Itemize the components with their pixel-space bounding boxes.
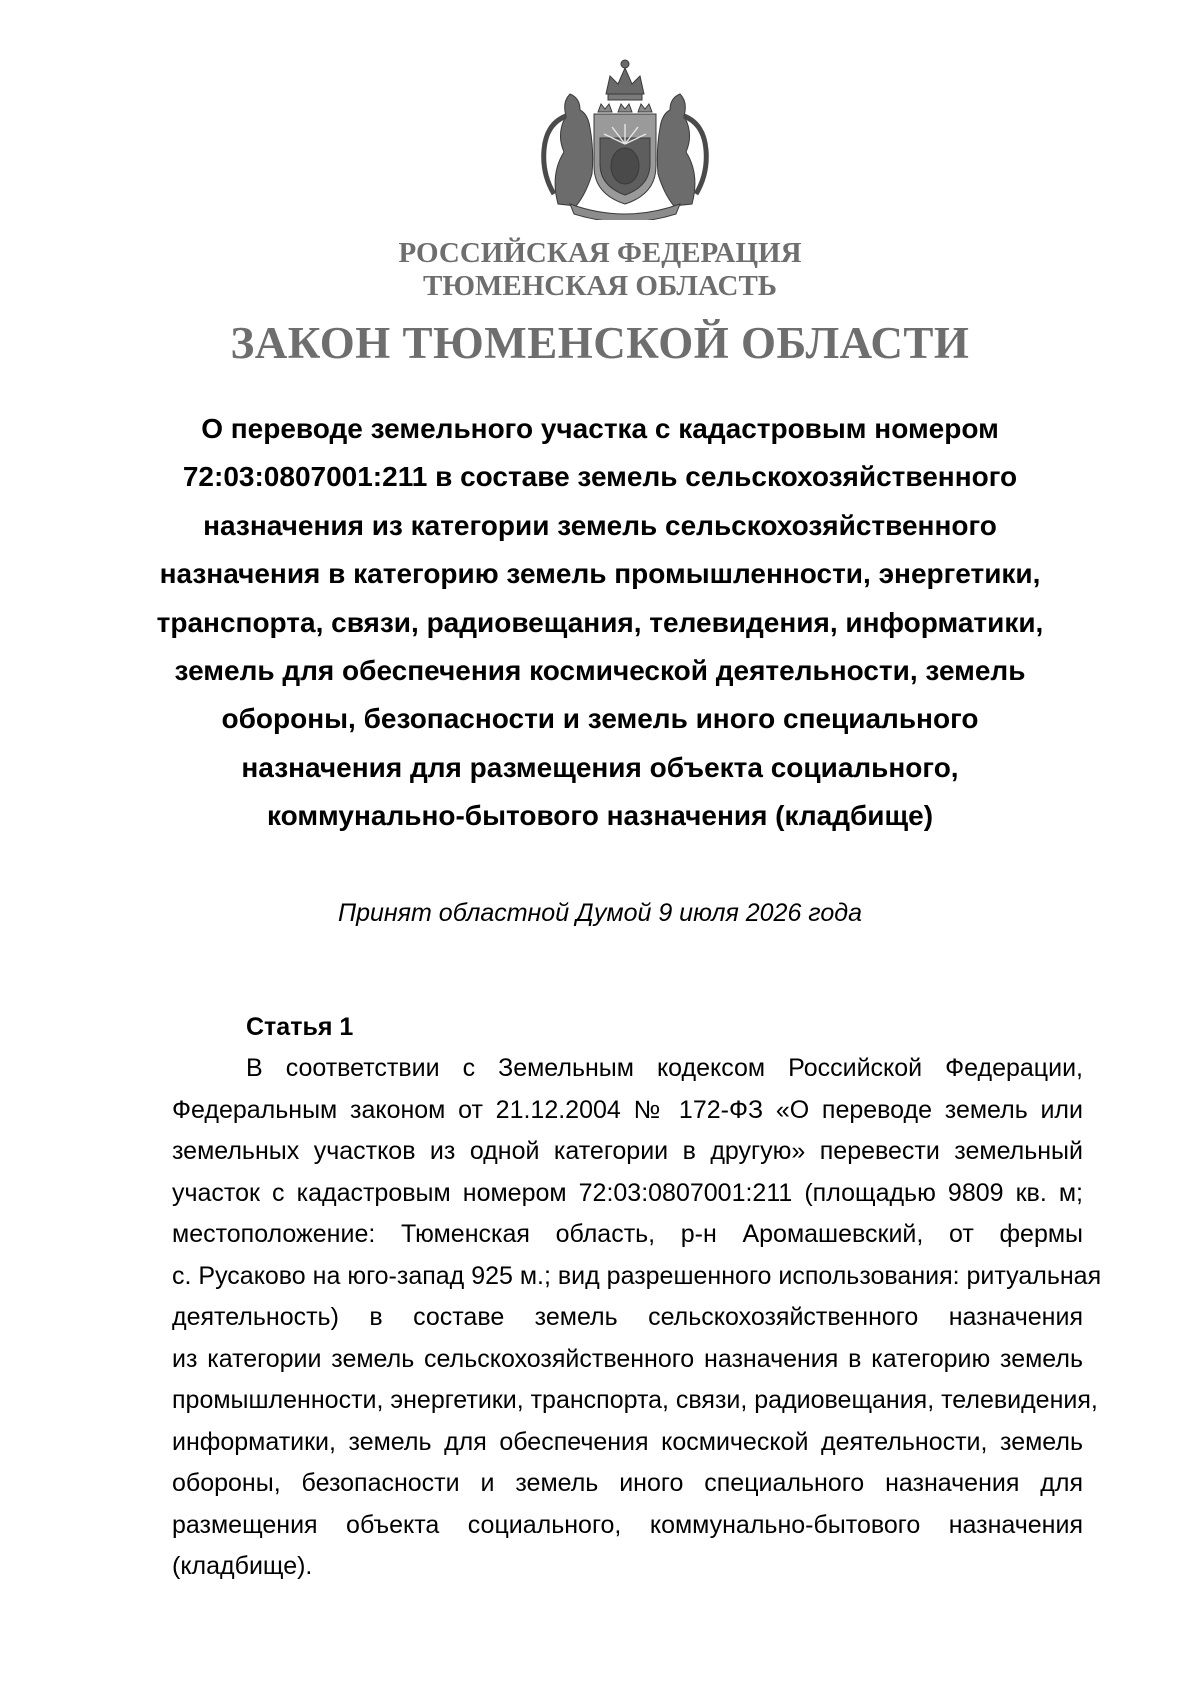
country-name: РОССИЙСКАЯ ФЕДЕРАЦИЯ [398, 237, 802, 269]
title-line: О переводе земельного участка с кадастровым номером [201, 413, 999, 444]
title-line: коммунально-бытового назначения (кладбище) [266, 800, 934, 832]
title-line: назначения из категории земель сельскохозяйственного [203, 509, 997, 541]
paragraph-line: с. Русаково на юго-запад 925 м.; вид разрешенного использования: ритуальная [172, 1261, 1102, 1290]
region-name: ТЮМЕНСКАЯ ОБЛАСТЬ [423, 270, 777, 302]
document-type: ЗАКОН ТЮМЕНСКОЙ ОБЛАСТИ [230, 318, 970, 368]
title-line: земель для обеспечения космической деятельности, земель [174, 655, 1026, 687]
title-line: назначения в категорию земель промышленности, энергетики, [159, 558, 1041, 590]
article-paragraph [172, 1048, 1102, 1588]
paragraph-line: участок с кадастровым номером 72:03:0807001:211 (площадью 9809 кв. м; [172, 1178, 1083, 1207]
paragraph-line: обороны, безопасности и земель иного специального назначения для [172, 1469, 1083, 1497]
adoption-note: Принят областной Думой 9 июля 2026 года [338, 899, 862, 927]
coat-of-arms-icon [536, 54, 714, 220]
title-line: 72:03:0807001:211 в составе земель сельскохозяйственного [182, 461, 1018, 493]
paragraph-line: промышленности, энергетики, транспорта, связи, радиовещания, телевидения, [172, 1386, 1098, 1414]
title-line: назначения для размещения объекта социального, [241, 751, 959, 783]
title-line: обороны, безопасности и земель иного специального [221, 703, 979, 735]
paragraph-line: земельных участков из одной категории в другую» перевести земельный [172, 1137, 1083, 1165]
law-title [120, 405, 1080, 841]
paragraph-line: деятельность) в составе земель сельскохозяйственного назначения [172, 1303, 1083, 1331]
title-line: транспорта, связи, радиовещания, телевидения, информатики, [156, 606, 1044, 638]
paragraph-line: местоположение: Тюменская область, р-н Аромашевский, от фермы [172, 1220, 1083, 1248]
paragraph-line: Федеральным законом от 21.12.2004 № 172-ФЗ «О переводе земель или [172, 1095, 1083, 1124]
paragraph-line: (кладбище). [172, 1552, 313, 1580]
paragraph-line: размещения объекта социального, коммунально-бытового назначения [172, 1510, 1083, 1539]
paragraph-line: информатики, земель для обеспечения космической деятельности, земель [172, 1427, 1083, 1456]
article-heading: Статья 1 [246, 1013, 354, 1041]
paragraph-line: В соответствии с Земельным кодексом Российской Федерации, [246, 1054, 1083, 1082]
paragraph-line: из категории земель сельскохозяйственного назначения в категорию земель [172, 1344, 1083, 1373]
